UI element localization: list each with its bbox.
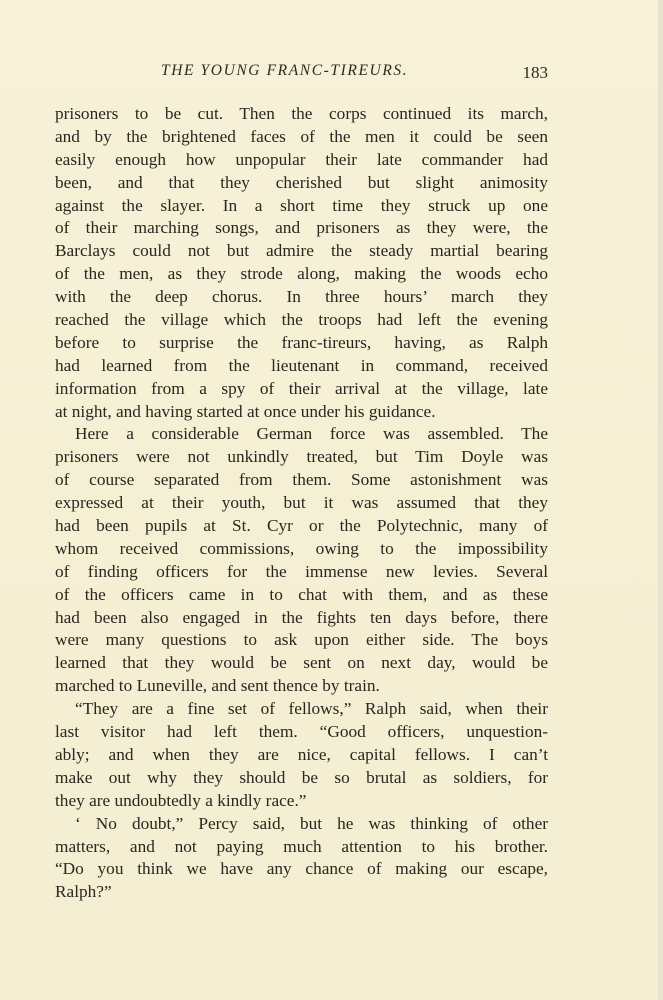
text-line: and by the brightened faces of the men it could be seen [55,126,548,146]
text-line: expressed at their youth, but it was assumed that they [55,493,548,513]
text-line: reached the village which the troops had left the evening [55,310,548,330]
text-line: last visitor had left them. “Good officers, unquestion- [55,722,548,742]
text-line: Barclays could not but admire the steady martial bearing [55,241,548,261]
text-line: ably; and when they are nice, capital fellows. I can’t [55,744,548,764]
text-line: Here a considerable German force was assembled. The [75,424,548,444]
text-line: easily enough how unpopular their late commander had [55,149,548,169]
text-line: were many questions to ask upon either side. The boys [55,630,548,650]
text-line: been, and that they cherished but slight animosity [55,172,548,192]
page-edge [658,0,663,1000]
text-line: of their marching songs, and prisoners as they were, the [55,218,548,238]
text-line: prisoners to be cut. Then the corps continued its march, [55,104,548,123]
text-line: of course separated from them. Some astonishment was [55,470,548,490]
text-line: had been also engaged in the fights ten days before, there [55,607,548,627]
text-line: learned that they would be sent on next day, would be [55,653,548,673]
text-line: had learned from the lieutenant in command, received [55,355,548,375]
text-line: marched to Luneville, and sent thence by train. [55,676,380,696]
text-line: of the officers came in to chat with them, and as these [55,584,548,604]
text-line: ‘ No doubt,” Percy said, but he was thinking of other [75,813,548,833]
text-line: information from a spy of their arrival at the village, late [55,378,548,398]
text-line: matters, and not paying much attention to his brother. [55,836,548,856]
text-line: with the deep chorus. In three hours’ march they [55,287,548,307]
page-header [55,62,548,86]
text-line: whom received commissions, owing to the impossibility [55,538,548,558]
text-line: had been pupils at St. Cyr or the Polytechnic, many of [55,516,548,536]
text-line: of the men, as they strode along, making the woods echo [55,264,548,284]
page-number: 183 [522,63,548,82]
text-line: before to surprise the franc-tireurs, having, as Ralph [55,332,548,352]
text-line: Ralph?” [55,882,112,902]
running-title: THE YOUNG FRANC-TIREURS. [161,62,409,79]
text-line: make out why they should be so brutal as soldiers, for [55,767,548,787]
body-text [55,103,548,904]
text-line: prisoners were not unkindly treated, but Tim Doyle was [55,447,548,467]
text-line: of finding officers for the immense new levies. Several [55,561,548,581]
text-line: against the slayer. In a short time they struck up one [55,195,548,215]
text-line: “Do you think we have any chance of making our escape, [55,859,548,879]
text-line: they are undoubtedly a kindly race.” [55,790,307,810]
text-line: “They are a fine set of fellows,” Ralph said, when their [75,699,548,719]
text-line: at night, and having started at once under his guidance. [55,401,436,421]
